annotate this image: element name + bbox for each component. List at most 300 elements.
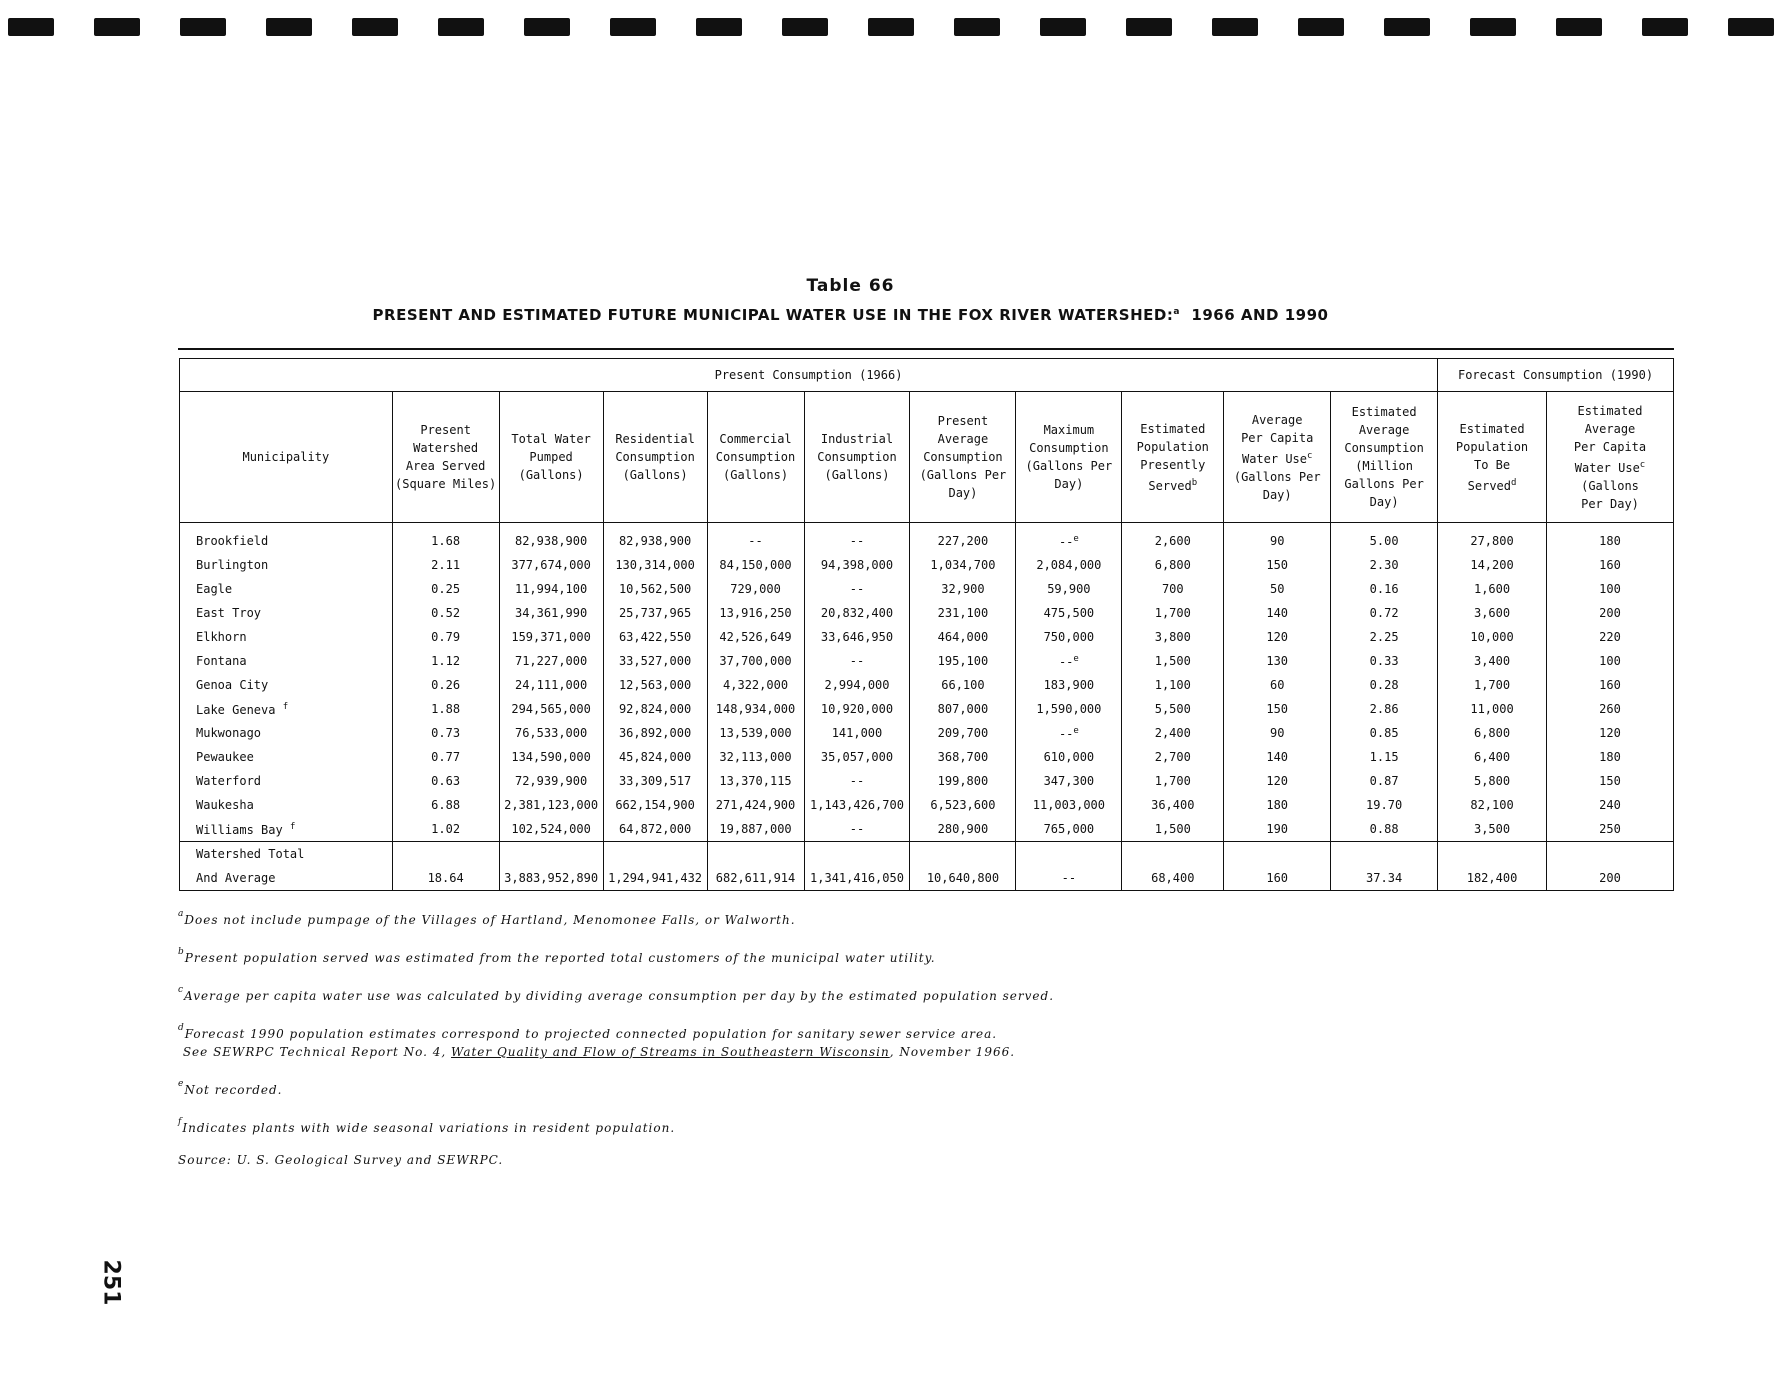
- header-line: (Square Miles): [395, 477, 497, 491]
- header-line: Per Capita: [1241, 430, 1314, 445]
- table-cell: 5.00: [1331, 523, 1438, 554]
- group-header-row: [180, 359, 1674, 392]
- total-label-line-1: Watershed Total: [180, 842, 393, 867]
- table-cell: 82,938,900: [499, 523, 603, 554]
- table-cell: 12,563,000: [603, 673, 707, 697]
- total-cell: 37.34: [1331, 866, 1438, 891]
- table-cell: 33,309,517: [603, 769, 707, 793]
- table-cell: 66,100: [910, 673, 1016, 697]
- table-cell: 50: [1224, 577, 1331, 601]
- table-cell: 190: [1224, 817, 1331, 842]
- row-footnote-mark: f: [289, 821, 296, 832]
- table-cell: 610,000: [1016, 745, 1122, 769]
- header-line: Estimated: [1577, 403, 1643, 418]
- total-cell: 1,294,941,432: [603, 866, 707, 891]
- municipality-cell: Lake Geneva $^f$: [180, 697, 393, 721]
- table-row: [180, 649, 1674, 673]
- table-cell: 34,361,990: [499, 601, 603, 625]
- table-cell: 1.12: [392, 649, 499, 673]
- table-cell: 294,565,000: [499, 697, 603, 721]
- table-cell: 37,700,000: [707, 649, 804, 673]
- footnote-d-text: Forecast 1990 population estimates correspond to projected connected population for sanitary sewer service area.: [184, 1027, 998, 1041]
- table-cell: 36,892,000: [603, 721, 707, 745]
- header-line: Per Capita: [1573, 439, 1647, 454]
- table-cell: 120: [1224, 769, 1331, 793]
- table-cell: 231,100: [910, 601, 1016, 625]
- table-number: Table 66: [806, 276, 895, 296]
- table-cell: 32,900: [910, 577, 1016, 601]
- table-cell: 250: [1547, 817, 1674, 842]
- table-row: [180, 577, 1674, 601]
- header-line: Residential: [615, 432, 695, 446]
- header-line: (Gallons): [723, 468, 789, 482]
- table-row: [180, 601, 1674, 625]
- table-cell: 368,700: [910, 745, 1016, 769]
- municipality-cell: Elkhorn: [180, 625, 393, 649]
- column-header-11: [1438, 392, 1547, 523]
- table-cell: 199,800: [910, 769, 1016, 793]
- table-cell: 180: [1547, 745, 1674, 769]
- table-cell: 160: [1547, 673, 1674, 697]
- municipality-cell: Genoa City: [180, 673, 393, 697]
- table-cell: 10,562,500: [603, 577, 707, 601]
- table-cell: 662,154,900: [603, 793, 707, 817]
- table-cell: 25,737,965: [603, 601, 707, 625]
- column-header-12: [1547, 392, 1674, 523]
- table-cell: 42,526,649: [707, 625, 804, 649]
- table-cell: 765,000: [1016, 817, 1122, 842]
- table-cell: 1,600: [1438, 577, 1547, 601]
- header-line: Average: [1584, 421, 1636, 436]
- footnote-f-text: Indicates plants with wide seasonal variations in resident population.: [182, 1121, 676, 1135]
- empty-cell: [603, 842, 707, 867]
- table-cell: 3,400: [1438, 649, 1547, 673]
- table-cell: 260: [1547, 697, 1674, 721]
- table-cell: 82,100: [1438, 793, 1547, 817]
- table-cell: 11,003,000: [1016, 793, 1122, 817]
- header-line: Consumption: [1029, 441, 1109, 455]
- table-cell: 0.87: [1331, 769, 1438, 793]
- table-cell: 0.33: [1331, 649, 1438, 673]
- table-cell: 1,100: [1122, 673, 1224, 697]
- header-line: Population: [1455, 439, 1529, 454]
- table-row: [180, 523, 1674, 554]
- table-cell: 13,539,000: [707, 721, 804, 745]
- table-cell: 180: [1547, 523, 1674, 554]
- table-cell: 102,524,000: [499, 817, 603, 842]
- header-line: Day): [1054, 477, 1084, 491]
- table-cell: 2,700: [1122, 745, 1224, 769]
- table-cell: --: [707, 523, 804, 554]
- total-cell: 18.64: [392, 866, 499, 891]
- header-line: Estimated: [1351, 405, 1417, 419]
- title-rule: [178, 348, 1674, 350]
- total-cell: 10,640,800: [910, 866, 1016, 891]
- table-cell: 20,832,400: [804, 601, 910, 625]
- table-cell: 19,887,000: [707, 817, 804, 842]
- footnote-d-ref-title: Water Quality and Flow of Streams in Southeastern Wisconsin: [451, 1045, 890, 1059]
- table-cell: 148,934,000: [707, 697, 804, 721]
- total-row: [180, 866, 1674, 891]
- total-cell: --: [1016, 866, 1122, 891]
- header-line: Municipality: [242, 450, 330, 464]
- table-cell: 141,000: [804, 721, 910, 745]
- footnote-b-text: Present population served was estimated from the reported total customers of the municipal water utility.: [184, 951, 936, 965]
- table-cell: 150: [1224, 553, 1331, 577]
- empty-cell: [1016, 842, 1122, 867]
- table-cell: 0.88: [1331, 817, 1438, 842]
- table-cell: 2,600: [1122, 523, 1224, 554]
- header-line: Consumption: [817, 450, 897, 464]
- header-line: (Gallons): [518, 468, 584, 482]
- header-line: (Gallons): [824, 468, 890, 482]
- table-cell: 3,600: [1438, 601, 1547, 625]
- table-cell: --$^e$: [1016, 649, 1122, 673]
- table-cell: 1,143,426,700: [804, 793, 910, 817]
- table-cell: 71,227,000: [499, 649, 603, 673]
- source-note: Source: U. S. Geological Survey and SEWRPC.: [178, 1153, 504, 1167]
- table-cell: 2,084,000: [1016, 553, 1122, 577]
- footnote-b: $^b$Present population served was estimated from the reported total customers of the municipal water utility.: [178, 947, 936, 965]
- table-title: [0, 306, 1741, 324]
- table-cell: 1.88: [392, 697, 499, 721]
- total-cell: 200: [1547, 866, 1674, 891]
- header-line: Consumption: [715, 450, 796, 464]
- header-line: Water Use: [1574, 460, 1640, 475]
- table-cell: 130: [1224, 649, 1331, 673]
- table-cell: 134,590,000: [499, 745, 603, 769]
- table-cell: 92,824,000: [603, 697, 707, 721]
- empty-cell: [707, 842, 804, 867]
- table-row: [180, 625, 1674, 649]
- table-cell: 3,500: [1438, 817, 1547, 842]
- column-header-4: [707, 392, 804, 523]
- table-cell: 0.26: [392, 673, 499, 697]
- table-cell: 6,400: [1438, 745, 1547, 769]
- header-line: Average: [937, 432, 989, 446]
- table-cell: 0.52: [392, 601, 499, 625]
- header-footnote-mark: c: [1307, 450, 1313, 461]
- table-cell: 13,916,250: [707, 601, 804, 625]
- header-line: Gallons Per: [1344, 477, 1424, 491]
- table-cell: 45,824,000: [603, 745, 707, 769]
- table-cell: 0.25: [392, 577, 499, 601]
- municipality-cell: Burlington: [180, 553, 393, 577]
- table-cell: 6,800: [1122, 553, 1224, 577]
- total-cell: 68,400: [1122, 866, 1224, 891]
- table-cell: 209,700: [910, 721, 1016, 745]
- footnotes: [178, 905, 1378, 1183]
- table-cell: 19.70: [1331, 793, 1438, 817]
- footnote-e: $^e$Not recorded.: [178, 1079, 283, 1097]
- table-cell: 140: [1224, 745, 1331, 769]
- total-cell: 3,883,952,890: [499, 866, 603, 891]
- table-cell: 0.79: [392, 625, 499, 649]
- row-footnote-mark: f: [282, 701, 289, 712]
- municipality-cell: Brookfield: [180, 523, 393, 554]
- empty-cell: [392, 842, 499, 867]
- table-cell: 10,000: [1438, 625, 1547, 649]
- header-line: Water Use: [1241, 451, 1307, 466]
- table-cell: 82,938,900: [603, 523, 707, 554]
- table-cell: 90: [1224, 721, 1331, 745]
- footnote-d: $^d$Forecast 1990 population estimates correspond to projected connected population for sanitary sewer service area. See SEWRPC Technical Report No. 4, Water Quality and Flow of Streams in Southeastern Wisconsin, November 1966.: [178, 1023, 1016, 1059]
- header-line: Present: [937, 414, 989, 428]
- table-cell: 159,371,000: [499, 625, 603, 649]
- empty-cell: [499, 842, 603, 867]
- table-cell: 59,900: [1016, 577, 1122, 601]
- total-cell: 160: [1224, 866, 1331, 891]
- column-header-6: [910, 392, 1016, 523]
- table-cell: 60: [1224, 673, 1331, 697]
- table-cell: 3,800: [1122, 625, 1224, 649]
- empty-cell: [1224, 842, 1331, 867]
- header-line: Day): [948, 486, 978, 500]
- table-row: [180, 553, 1674, 577]
- table-cell: --$^e$: [1016, 523, 1122, 554]
- header-line: (Gallons: [1581, 478, 1639, 493]
- table-cell: 94,398,000: [804, 553, 910, 577]
- header-line: Served: [1467, 478, 1511, 493]
- footnote-f: $^f$Indicates plants with wide seasonal variations in resident population.: [178, 1117, 676, 1135]
- not-recorded-mark: e: [1073, 533, 1079, 544]
- table-cell: 280,900: [910, 817, 1016, 842]
- table-title-years: 1966 AND 1990: [1191, 306, 1329, 324]
- header-line: Estimated: [1459, 421, 1525, 436]
- table-cell: 1,700: [1122, 601, 1224, 625]
- header-line: Total Water: [511, 432, 591, 446]
- footnote-a: $^a$Does not include pumpage of the Villages of Hartland, Menomonee Falls, or Walworth.: [178, 909, 796, 927]
- table-cell: 84,150,000: [707, 553, 804, 577]
- header-line: Day): [1262, 487, 1292, 502]
- table-row: [180, 745, 1674, 769]
- table-cell: 2.30: [1331, 553, 1438, 577]
- table-cell: 1,500: [1122, 817, 1224, 842]
- municipality-cell: Pewaukee: [180, 745, 393, 769]
- header-footnote-mark: c: [1639, 459, 1646, 470]
- footnote-a-text: Does not include pumpage of the Villages of Hartland, Menomonee Falls, or Walworth.: [184, 913, 796, 927]
- table-cell: --: [804, 577, 910, 601]
- total-cell: 1,341,416,050: [804, 866, 910, 891]
- header-line: Per Day): [1581, 496, 1639, 511]
- footnote-d-ref-post: , November 1966.: [889, 1045, 1016, 1059]
- table-title-text: PRESENT AND ESTIMATED FUTURE MUNICIPAL WATER USE IN THE FOX RIVER WATERSHED:: [372, 306, 1174, 324]
- table-cell: 2,994,000: [804, 673, 910, 697]
- table-cell: 0.72: [1331, 601, 1438, 625]
- table-cell: 35,057,000: [804, 745, 910, 769]
- table-cell: 1.02: [392, 817, 499, 842]
- total-label-line-2: And Average: [180, 866, 393, 891]
- header-footnote-mark: d: [1511, 477, 1517, 488]
- table-cell: 150: [1224, 697, 1331, 721]
- table-cell: 13,370,115: [707, 769, 804, 793]
- header-line: Consumption: [615, 450, 695, 464]
- column-header-7: [1016, 392, 1122, 523]
- table-cell: 750,000: [1016, 625, 1122, 649]
- footnote-e-text: Not recorded.: [184, 1083, 283, 1097]
- header-line: Pumped: [529, 450, 573, 464]
- table-cell: 183,900: [1016, 673, 1122, 697]
- empty-cell: [1331, 842, 1438, 867]
- table-cell: 227,200: [910, 523, 1016, 554]
- table-cell: 0.73: [392, 721, 499, 745]
- table-cell: 11,000: [1438, 697, 1547, 721]
- table-cell: 90: [1224, 523, 1331, 554]
- header-line: Consumption: [923, 450, 1003, 464]
- header-line: To Be: [1473, 457, 1511, 472]
- column-header-2: [499, 392, 603, 523]
- table-cell: 475,500: [1016, 601, 1122, 625]
- table-cell: 220: [1547, 625, 1674, 649]
- table-cell: 0.16: [1331, 577, 1438, 601]
- table-cell: 6.88: [392, 793, 499, 817]
- table-cell: 4,322,000: [707, 673, 804, 697]
- municipality-cell: Mukwonago: [180, 721, 393, 745]
- table-row: [180, 697, 1674, 721]
- column-header-8: [1122, 392, 1224, 523]
- municipality-cell: East Troy: [180, 601, 393, 625]
- not-recorded-mark: e: [1073, 653, 1079, 664]
- header-footnote-mark: b: [1191, 477, 1198, 488]
- header-line: Estimated: [1140, 421, 1206, 436]
- table-row: [180, 817, 1674, 842]
- table-cell: 2,400: [1122, 721, 1224, 745]
- header-line: Average: [1358, 423, 1410, 437]
- table-cell: 100: [1547, 577, 1674, 601]
- table-cell: 11,994,100: [499, 577, 603, 601]
- table-cell: 72,939,900: [499, 769, 603, 793]
- table-row: [180, 721, 1674, 745]
- empty-cell: [1547, 842, 1674, 867]
- table-cell: --: [804, 649, 910, 673]
- footnote-d-ref-pre: See SEWRPC Technical Report No. 4,: [182, 1045, 452, 1059]
- header-line: Industrial: [820, 432, 894, 446]
- table-cell: 2,381,123,000: [499, 793, 603, 817]
- table-cell: 63,422,550: [603, 625, 707, 649]
- header-line: (Gallons Per: [1025, 459, 1113, 473]
- column-header-9: [1224, 392, 1331, 523]
- table-row: [180, 673, 1674, 697]
- header-line: Day): [1369, 495, 1399, 509]
- water-use-table: [179, 358, 1674, 891]
- footnote-c: $^c$Average per capita water use was calculated by dividing average consumption per day by the estimated population served.: [178, 985, 1055, 1003]
- binding-marks: [8, 18, 1774, 36]
- municipality-cell: Fontana: [180, 649, 393, 673]
- table-cell: 10,920,000: [804, 697, 910, 721]
- title-footnote-mark: a: [1173, 307, 1180, 317]
- table-cell: --: [804, 817, 910, 842]
- table-cell: 347,300: [1016, 769, 1122, 793]
- header-line: (Gallons): [622, 468, 688, 482]
- table-cell: 140: [1224, 601, 1331, 625]
- table-cell: 14,200: [1438, 553, 1547, 577]
- total-row-label: [180, 842, 1674, 867]
- table-cell: 464,000: [910, 625, 1016, 649]
- footnote-c-text: Average per capita water use was calculated by dividing average consumption per day by the estimated population served.: [184, 989, 1055, 1003]
- table-cell: 150: [1547, 769, 1674, 793]
- table-cell: 160: [1547, 553, 1674, 577]
- empty-cell: [1122, 842, 1224, 867]
- table-cell: 200: [1547, 601, 1674, 625]
- table-cell: 700: [1122, 577, 1224, 601]
- header-line: (Gallons Per: [919, 468, 1007, 482]
- header-line: Served: [1148, 478, 1192, 493]
- table-cell: 2.11: [392, 553, 499, 577]
- table-cell: 1,500: [1122, 649, 1224, 673]
- column-header-row: [180, 392, 1674, 523]
- table-cell: 6,800: [1438, 721, 1547, 745]
- header-line: Present: [420, 423, 471, 437]
- table-cell: 1,034,700: [910, 553, 1016, 577]
- empty-cell: [1438, 842, 1547, 867]
- header-line: Area Served: [405, 459, 486, 473]
- column-header-0: [180, 392, 393, 523]
- header-line: Population: [1136, 439, 1209, 454]
- header-line: Average: [1251, 412, 1303, 427]
- group-present-consumption: Present Consumption (1966): [180, 359, 1438, 392]
- table-cell: 33,527,000: [603, 649, 707, 673]
- table-cell: 271,424,900: [707, 793, 804, 817]
- table-cell: 1.68: [392, 523, 499, 554]
- table-cell: --: [804, 769, 910, 793]
- table-cell: 33,646,950: [804, 625, 910, 649]
- page-number: 251: [98, 1259, 124, 1306]
- group-forecast-consumption: Forecast Consumption (1990): [1438, 359, 1674, 392]
- table-cell: 377,674,000: [499, 553, 603, 577]
- table-cell: 24,111,000: [499, 673, 603, 697]
- header-line: Watershed: [413, 441, 479, 455]
- table-cell: 100: [1547, 649, 1674, 673]
- table-cell: 0.63: [392, 769, 499, 793]
- table-cell: 64,872,000: [603, 817, 707, 842]
- table-row: [180, 769, 1674, 793]
- table-cell: 1,700: [1438, 673, 1547, 697]
- table-cell: 0.28: [1331, 673, 1438, 697]
- header-line: Maximum: [1043, 423, 1095, 437]
- table-cell: 240: [1547, 793, 1674, 817]
- empty-cell: [910, 842, 1016, 867]
- table-cell: 120: [1547, 721, 1674, 745]
- header-line: Presently: [1140, 457, 1206, 472]
- table-cell: 6,523,600: [910, 793, 1016, 817]
- table-cell: 1.15: [1331, 745, 1438, 769]
- header-line: Commercial: [719, 432, 792, 446]
- column-header-3: [603, 392, 707, 523]
- table-cell: 195,100: [910, 649, 1016, 673]
- table-cell: 32,113,000: [707, 745, 804, 769]
- header-line: Consumption: [1344, 441, 1424, 455]
- municipality-cell: Eagle: [180, 577, 393, 601]
- table-cell: 0.77: [392, 745, 499, 769]
- table-cell: 27,800: [1438, 523, 1547, 554]
- column-header-5: [804, 392, 910, 523]
- table-cell: 729,000: [707, 577, 804, 601]
- table-cell: 180: [1224, 793, 1331, 817]
- table-cell: 0.85: [1331, 721, 1438, 745]
- header-line: (Gallons Per: [1233, 469, 1321, 484]
- column-header-1: [392, 392, 499, 523]
- table-cell: 5,800: [1438, 769, 1547, 793]
- municipality-cell: Waterford: [180, 769, 393, 793]
- total-cell: 682,611,914: [707, 866, 804, 891]
- table-cell: 1,590,000: [1016, 697, 1122, 721]
- table-cell: 36,400: [1122, 793, 1224, 817]
- column-header-10: [1331, 392, 1438, 523]
- table-cell: 120: [1224, 625, 1331, 649]
- table-cell: 5,500: [1122, 697, 1224, 721]
- table-cell: 1,700: [1122, 769, 1224, 793]
- not-recorded-mark: e: [1073, 725, 1079, 736]
